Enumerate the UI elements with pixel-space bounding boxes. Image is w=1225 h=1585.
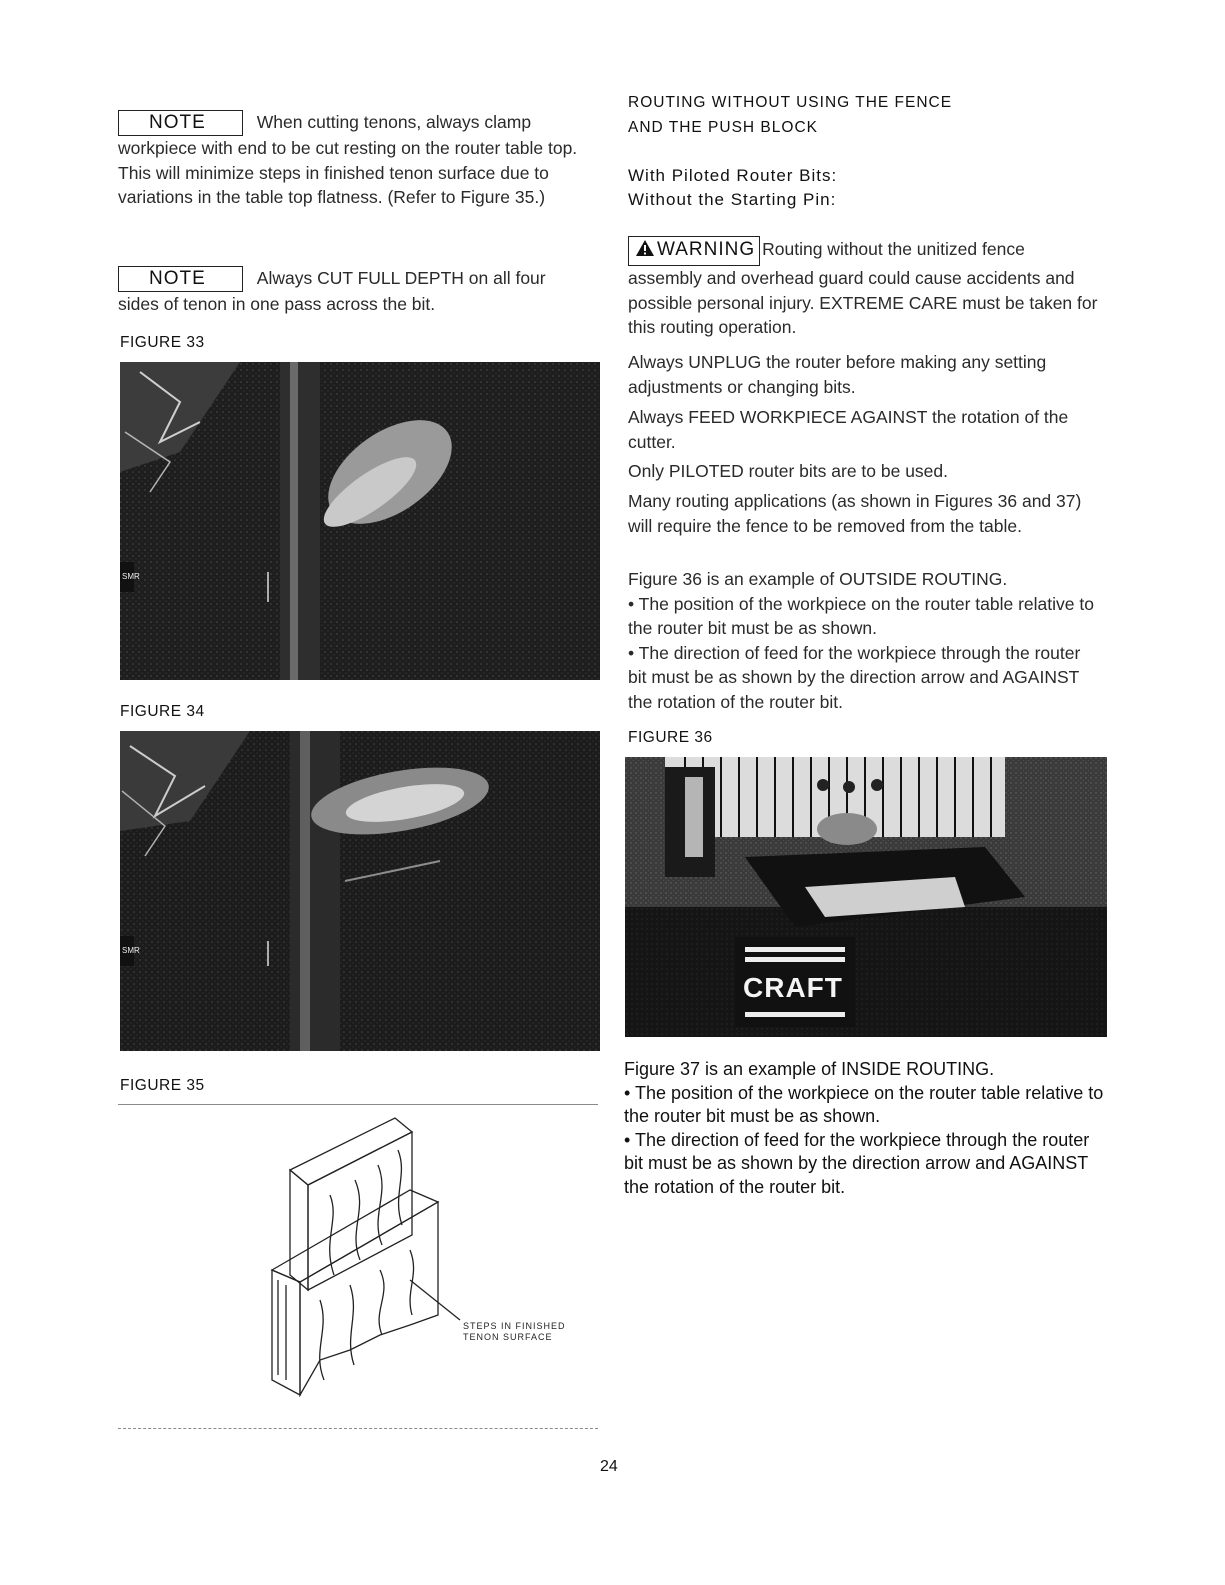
- page-number: 24: [600, 1458, 618, 1475]
- svg-text:SMR: SMR: [122, 572, 140, 581]
- subheading-line-2: Without the Starting Pin:: [628, 190, 837, 209]
- paragraph-piloted: Only PILOTED router bits are to be used.: [628, 461, 949, 481]
- figure-36-label: FIGURE 36: [628, 729, 713, 746]
- figure-33-label: FIGURE 33: [120, 334, 205, 351]
- heading-line-1: ROUTING WITHOUT USING THE FENCE: [628, 94, 953, 111]
- callout-line-1: STEPS IN FINISHED: [463, 1321, 566, 1331]
- figure-36-intro: Figure 36 is an example of OUTSIDE ROUTING.: [628, 569, 1008, 589]
- figure-36-bullet-2: • The direction of feed for the workpiece through the router bit must be as shown by the direction arrow and AGAINST the rotation of the router bit.: [628, 642, 1081, 712]
- subheading-line-1: With Piloted Router Bits:: [628, 166, 838, 185]
- note-text: When cutting tenons, always clamp workpiece with end to be cut resting on the router table top. This will minimize steps in finished tenon surface due to variations in the table top flatness. (Refer to Figure 35.): [118, 112, 578, 207]
- warning-text: Routing without the unitized fence assembly and overhead guard could cause accidents and possible personal injury. EXTREME CARE must be taken for this routing operation.: [628, 239, 1098, 337]
- warning-triangle-icon: [635, 239, 655, 265]
- figure-37-bullet-1: • The position of the workpiece on the router table relative to the router bit must be as shown.: [624, 1082, 1104, 1126]
- heading-line-2: AND THE PUSH BLOCK: [628, 119, 818, 136]
- paragraph-unplug: Always UNPLUG the router before making any setting adjustments or changing bits.: [628, 352, 1047, 397]
- figure-35-label: FIGURE 35: [120, 1077, 205, 1094]
- subheading: [628, 164, 837, 212]
- paragraph-many-applications: Many routing applications (as shown in Figures 36 and 37) will require the fence to be removed from the table.: [628, 491, 1082, 536]
- figure-33-photo: [120, 362, 600, 680]
- note-cut-full-depth: [118, 266, 586, 317]
- section-heading: [628, 90, 952, 140]
- warning-label: WARNING: [657, 239, 756, 260]
- warning-paragraph: [628, 236, 1098, 340]
- figure-37-text: [624, 1058, 1104, 1199]
- note-badge: NOTE: [118, 266, 243, 292]
- figure-34-label: FIGURE 34: [120, 703, 205, 720]
- figure-35-illustration: [260, 1110, 470, 1410]
- warning-badge: [628, 236, 760, 266]
- figure-35-top-rule: [118, 1104, 598, 1105]
- figure-34-photo: [120, 731, 600, 1051]
- paragraph-feed: Always FEED WORKPIECE AGAINST the rotation of the cutter.: [628, 407, 1069, 452]
- svg-text:SMR: SMR: [122, 946, 140, 955]
- note-badge: NOTE: [118, 110, 243, 136]
- figure-36-bullet-1: • The position of the workpiece on the router table relative to the router bit must be as shown.: [628, 593, 1094, 638]
- figure-37-intro: Figure 37 is an example of INSIDE ROUTING.: [624, 1059, 995, 1079]
- figure-36-photo: [625, 757, 1107, 1037]
- figure-35-callout: [463, 1321, 566, 1343]
- figure-36-text: [628, 567, 1103, 714]
- callout-line-2: TENON SURFACE: [463, 1332, 553, 1342]
- note-when-cutting: [118, 110, 586, 210]
- figure-37-bullet-2: • The direction of feed for the workpiece through the router bit must be as shown by the direction arrow and AGAINST the rotation of the router bit.: [624, 1129, 1090, 1197]
- note-text: Always CUT FULL DEPTH on all four sides of tenon in one pass across the bit.: [118, 268, 546, 314]
- figure-35-bottom-rule: [118, 1428, 598, 1429]
- brand-label: CRAFT: [743, 972, 843, 1003]
